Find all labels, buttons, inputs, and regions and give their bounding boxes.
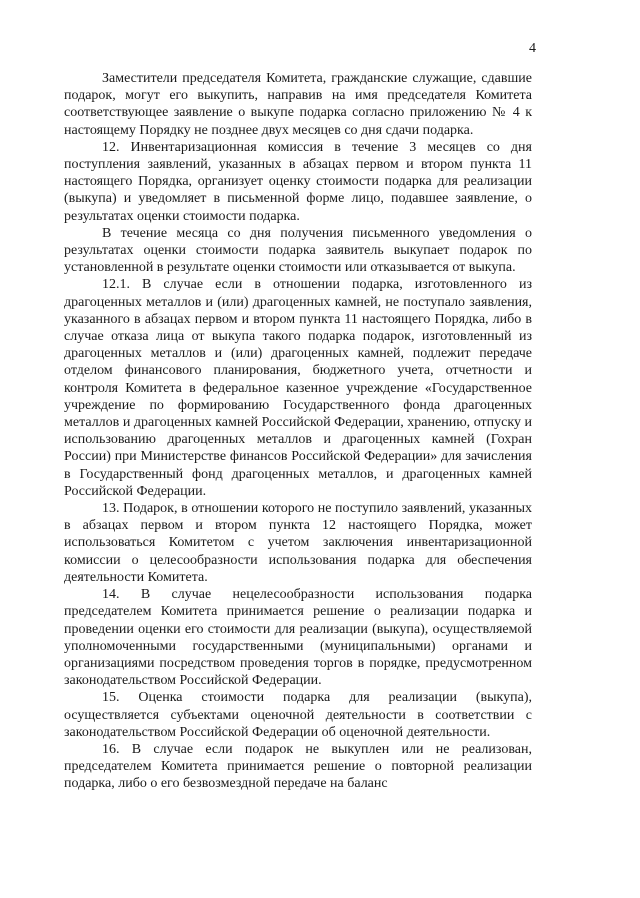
- paragraph-12-inventory-commission: 12. Инвентаризационная комиссия в течение 3 месяцев со дня поступления заявлений, указанных в абзацах первом и втором пункта 11 настоящего Порядка, организует оценку стоимости подарка для реализации (выкупа) и уведомляет в письменной форме лицо, подавшее заявление, о результатах оценки стоимости подарка.: [64, 139, 532, 224]
- document-body: [64, 70, 532, 793]
- paragraph-15-valuation: 15. Оценка стоимости подарка для реализации (выкупа), осуществляется субъектами оценочной деятельности в соответствии с законодательством Российской Федерации об оценочной деятельности.: [64, 690, 532, 740]
- paragraph-14-sale-decision: 14. В случае нецелесообразности использования подарка председателем Комитета принимается решение о реализации подарка и проведении оценки его стоимости для реализации (выкупа), осуществляемой уполномоченными государственными (муниципальными) органами и организациями посредством проведения торгов в порядке, предусмотренном законодательством Российской Федерации.: [64, 587, 532, 689]
- paragraph-16-repeat-sale: 16. В случае если подарок не выкуплен или не реализован, председателем Комитета принимается решение о повторной реализации подарка, либо о его безвозмездной передаче на баланс: [64, 741, 532, 792]
- paragraph-deputies-buyout: Заместители председателя Комитета, гражданские служащие, сдавшие подарок, могут его выкупить, направив на имя председателя Комитета соответствующее заявление о выкупе подарка согласно приложению № 4 к настоящему Порядку не позднее двух месяцев со дня сдачи подарка.: [64, 71, 532, 138]
- page-number: 4: [529, 41, 536, 56]
- paragraph-12-buyout-deadline: В течение месяца со дня получения письменного уведомления о результатах оценки стоимости подарка заявитель выкупает подарок по установленной в результате оценки стоимости или отказывается от выкупа.: [64, 225, 532, 276]
- paragraph-13-committee-use: 13. Подарок, в отношении которого не поступило заявлений, указанных в абзацах первом и втором пункта 12 настоящего Порядка, может использоваться Комитетом с учетом заключения инвентаризационной комиссии о целесообразности использования подарка для обеспечения деятельности Комитета.: [64, 501, 532, 585]
- paragraph-12-1-precious-metals: 12.1. В случае если в отношении подарка, изготовленного из драгоценных металлов и (или) драгоценных камней, не поступало заявления, указанного в абзацах первом и втором пункта 11 настоящего Порядка, либо в случае отказа лица от выкупа такого подарка подарок, изготовленный из драгоценных металлов и (или) драгоценных камней, подлежит передаче отделом финансового планирования, бюджетного учета, отчетности и контроля Комитета в федеральное казенное учреждение «Государственное учреждение по формированию Государственного фонда драгоценных металлов и драгоценных камней Российской Федерации, хранению, отпуску и использованию драгоценных металлов и драгоценных камней (Гохран России) при Министерстве финансов Российской Федерации» для зачисления в Государственный фонд драгоценных металлов, и драгоценных камней Российской Федерации.: [64, 277, 532, 499]
